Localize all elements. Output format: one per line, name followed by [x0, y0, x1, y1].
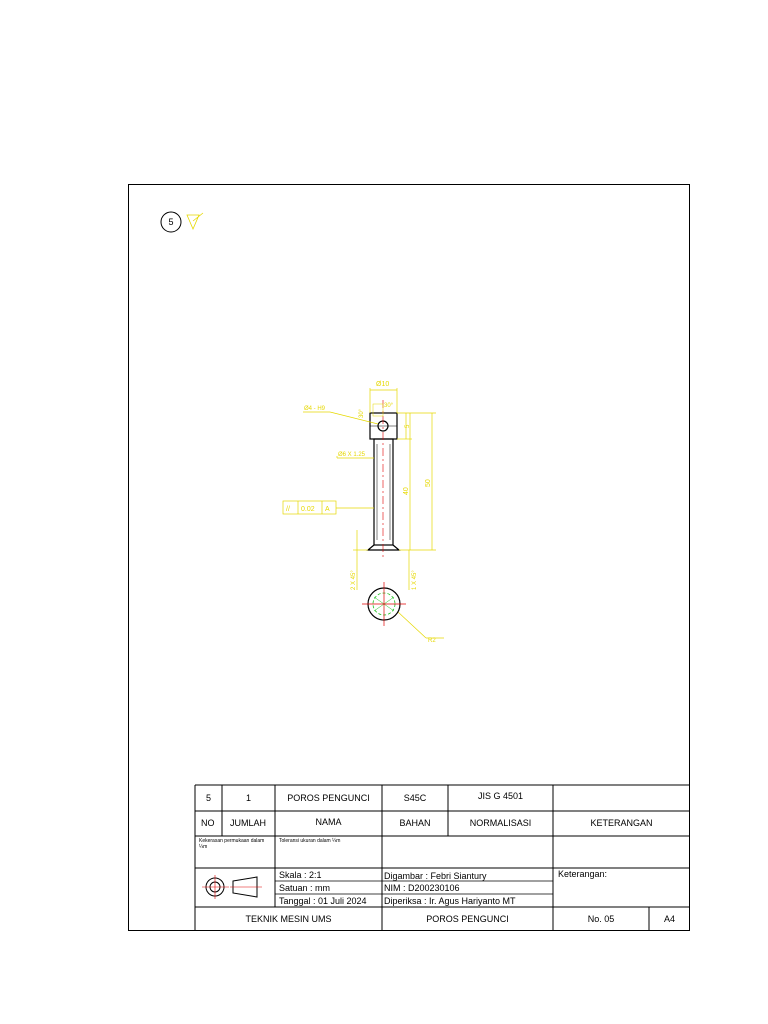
- dim-head-diameter: Ø10: [376, 381, 390, 388]
- dim-radius: R2: [428, 638, 436, 644]
- unit: Satuan : mm: [279, 883, 331, 893]
- header-name: NAMA: [315, 817, 342, 827]
- remarks: Keterangan:: [558, 869, 608, 879]
- tolerance-symbol: //: [286, 506, 290, 513]
- dim-30-left: 30°: [359, 408, 365, 418]
- paper-size: A4: [663, 914, 675, 924]
- checked-by: Diperiksa : Ir. Agus Hariyanto MT: [384, 896, 516, 906]
- dim-length-40: 40: [403, 487, 410, 495]
- header-qty: JUMLAH: [230, 818, 267, 828]
- row1-material: S45C: [403, 793, 427, 803]
- roughness-note: Kekerasan permukaan dalam ¼m: [199, 838, 265, 850]
- header-treatment: NORMALISASI: [469, 818, 532, 828]
- row1-name: POROS PENGUNCI: [287, 793, 370, 803]
- drawn-by: Digambar : Febri Siantury: [384, 871, 487, 881]
- dim-length-50: 50: [425, 479, 432, 487]
- nim: NIM : D200230106: [384, 883, 460, 893]
- institution: TEKNIK MESIN UMS: [245, 914, 332, 924]
- title-block-grid: [195, 785, 690, 931]
- drawing-name: POROS PENGUNCI: [426, 914, 509, 924]
- header-note: KETERANGAN: [590, 818, 653, 828]
- projection-symbol-icon: [202, 875, 262, 899]
- shaft-end: [368, 545, 399, 550]
- dimension-texts: [286, 381, 436, 644]
- row1-standard: JIS G 4501: [477, 791, 524, 801]
- end-view: [362, 582, 406, 626]
- dim-hole: Ø4 - H9: [304, 406, 326, 412]
- dim-chamfer-left: 2 X 45°: [351, 570, 357, 590]
- dim-chamfer-right: 1 X 45°: [412, 570, 418, 590]
- date: Tanggal : 01 Juli 2024: [279, 896, 367, 906]
- tolerance-value: 0.02: [301, 506, 315, 513]
- callout-number: 5: [168, 217, 174, 227]
- surface-finish-icon: [187, 213, 203, 229]
- tolerance-note: Toleransi ukuran dalam ¼m: [279, 838, 341, 844]
- part-callout: [161, 212, 203, 232]
- dim-head-small: 5: [405, 424, 411, 428]
- tolerance-datum: A: [325, 506, 330, 513]
- row1-no: 5: [205, 793, 211, 803]
- front-view: [368, 413, 399, 550]
- row1-qty: 1: [245, 793, 251, 803]
- dim-shaft-thread: Ø6 X 1.25: [338, 452, 366, 458]
- header-no: NO: [201, 818, 215, 828]
- scale: Skala : 2:1: [279, 870, 322, 880]
- dimension-lines: [283, 388, 444, 638]
- dim-30-top: 30°: [384, 403, 394, 409]
- header-material: BAHAN: [399, 818, 431, 828]
- drawing-no: No. 05: [587, 914, 615, 924]
